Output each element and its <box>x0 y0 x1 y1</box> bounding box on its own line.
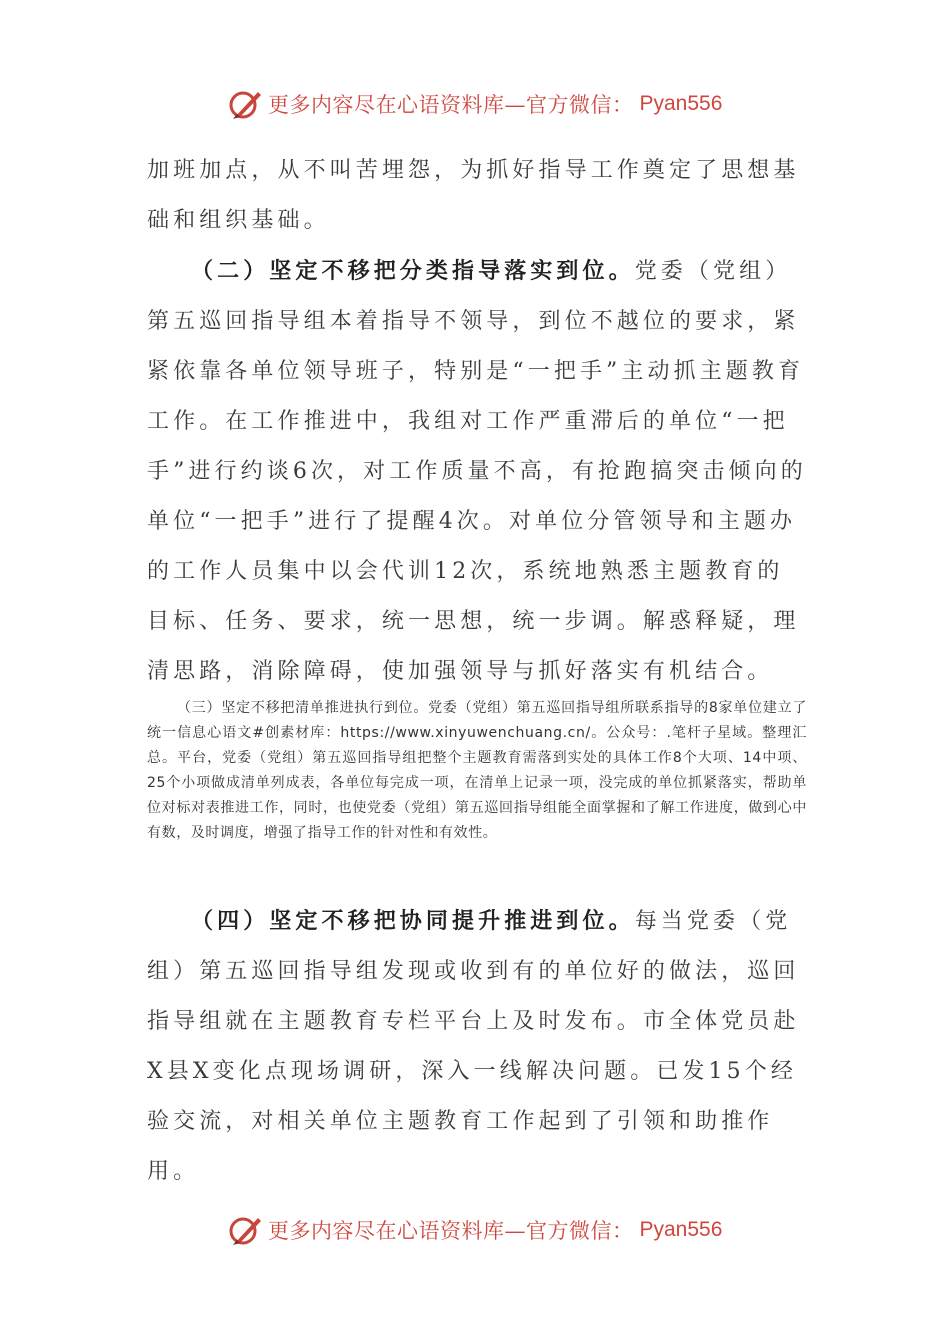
section-four-heading: （四）坚定不移把协同提升推进到位。 <box>191 908 635 934</box>
paragraph-4 <box>147 896 807 1197</box>
section-four <box>147 896 807 1197</box>
footer-text: 更多内容尽在心语资料库—官方微信： <box>268 1219 634 1243</box>
section-four-body: 每当党委（党组）第五巡回指导组发现或收到有的单位好的做法，巡回指导组就在主题教育专栏平台上及时发布。市全体党员赴X县X变化点现场调研，深入一线解决问题。已发15个经验交流，对相关单位主题教育工作起到了引领和助推作用。 <box>147 909 800 1184</box>
section-three <box>147 696 807 846</box>
footer-banner <box>228 1210 722 1250</box>
paragraph-continuation <box>147 146 807 246</box>
paragraph-2 <box>147 246 807 697</box>
paragraph-3: （三）坚定不移把清单推进执行到位。党委（党组）第五巡回指导组所联系指导的8家单位建立了统一信息心语文#创素材库：https://www.xinyuwenchuang.cn/。公众号：.笔杆子星域。整理汇总。平台，党委（党组）第五巡回指导组把整个主题教育需落到实处的具体工作8个大项、14中项、25个小项做成清单列成表，各单位每完成一项，在清单上记录一项，没完成的单位抓紧落实，帮助单位对标对表推进工作，同时，也使党委（党组）第五巡回指导组能全面掌握和了解工作进度，做到心中有数，及时调度，增强了指导工作的针对性和有效性。 <box>147 700 807 841</box>
paragraph-1: 加班加点，从不叫苦埋怨，为抓好指导工作奠定了思想基础和组织基础。 <box>147 158 800 233</box>
header-wechat-id: Pyan556 <box>639 92 723 115</box>
header-banner <box>228 84 722 124</box>
quill-logo-icon <box>228 1212 264 1248</box>
quill-logo-icon <box>228 86 264 122</box>
header-text: 更多内容尽在心语资料库—官方微信： <box>268 93 634 117</box>
section-two-heading: （二）坚定不移把分类指导落实到位。 <box>191 258 635 284</box>
section-two-body: 党委（党组）第五巡回指导组本着指导不领导，到位不越位的要求，紧紧依靠各单位领导班子，特别是“一把手”主动抓主题教育工作。在工作推进中，我组对工作严重滞后的单位“一把手”进行约谈6次，对工作质量不高，有抢跑搞突击倾向的单位“一把手”进行了提醒4次。对单位分管领导和主题办的工作人员集中以会代训12次，系统地熟悉主题教育的目标、任务、要求，统一思想，统一步调。解惑释疑，理清思路，消除障碍，使加强领导与抓好落实有机结合。 <box>147 259 807 684</box>
footer-wechat-id: Pyan556 <box>639 1218 723 1241</box>
section-two <box>147 246 807 697</box>
